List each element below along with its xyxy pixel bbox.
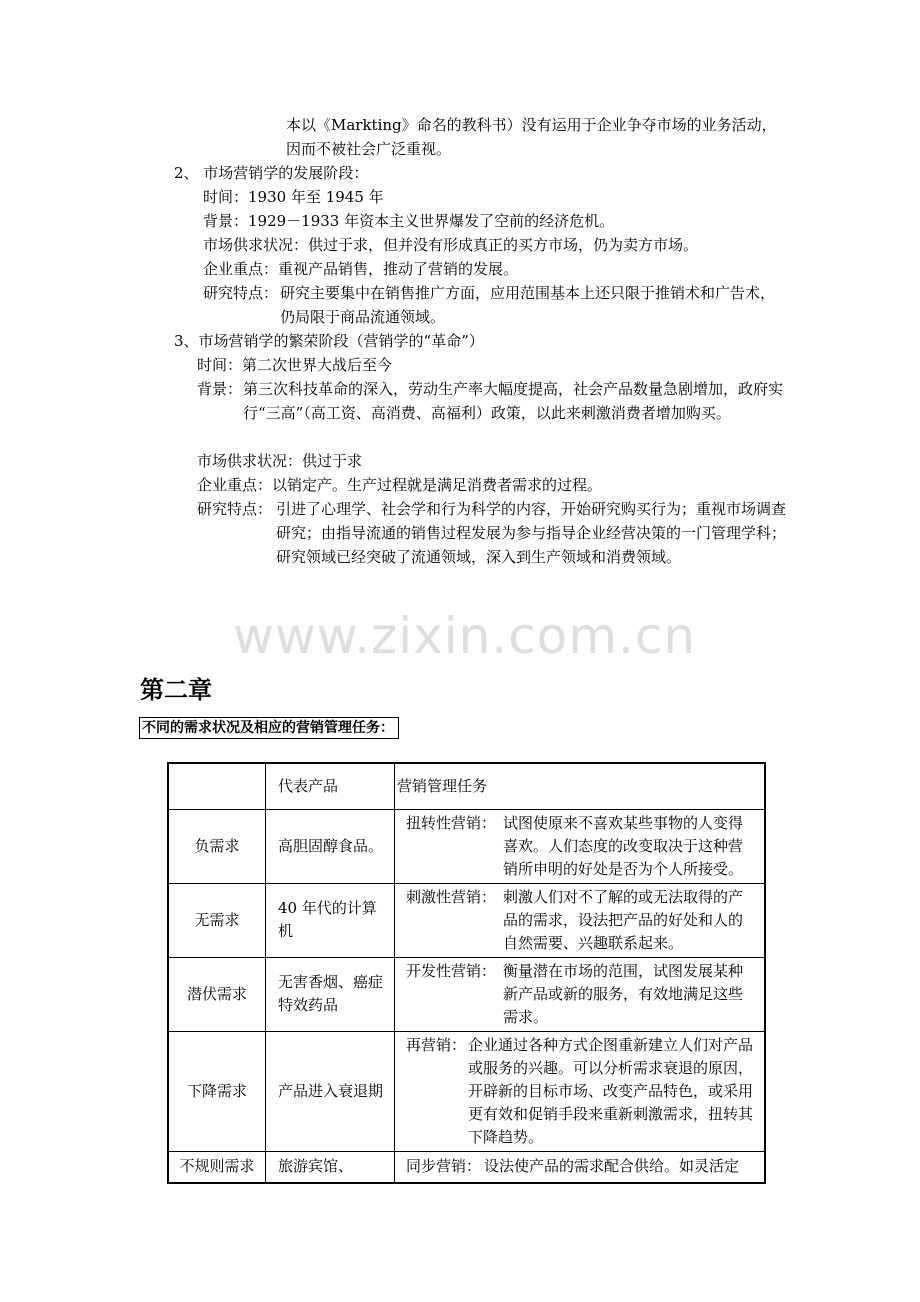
- stage3-time: 时间：第二次世界大战后至今: [197, 356, 393, 374]
- demand-cell: 负需求: [168, 809, 266, 883]
- stage2-focus: 企业重点：重视产品销售，推动了营销的发展。: [203, 260, 519, 278]
- task-text: 设法使产品的需求配合供给。如灵活定: [484, 1157, 740, 1176]
- task-text: 企业通过各种方式企图重新建立人们对产品或服务的兴趣。可以分析需求衰退的原因，开辟新的目标市场、改变产品特色，或采用更有效和促销手段来重新刺激需求，扭转其下降趋势。: [468, 1035, 754, 1146]
- task-label: 开发性营销：: [406, 961, 497, 980]
- stage2-supply: 市场供求状况：供过于求，但并没有形成真正的买方市场，仍为卖方市场。: [203, 236, 699, 254]
- header-cell-task: 营销管理任务: [395, 763, 766, 809]
- intro-line-2: 因而不被社会广泛重视。: [286, 140, 452, 158]
- demand-cell: 不规则需求: [168, 1151, 266, 1183]
- demand-cell: 下降需求: [168, 1031, 266, 1151]
- table-row: [168, 957, 765, 1031]
- task-cell: [395, 1031, 766, 1151]
- demand-cell: 无需求: [168, 883, 266, 957]
- stage3-research-text: 引进了心理学、社会学和行为科学的内容，开始研究购买行为；重视市场调查研究；由指导流通的销售过程发展为参与指导企业经营决策的一门管理学科；研究领域已经突破了流通领域，深入到生产领域和消费领域。: [276, 500, 787, 566]
- watermark: www.zixin.com.cn: [233, 607, 697, 665]
- stage2-research-label: 研究特点：: [203, 284, 279, 302]
- stage2-research-text: 研究主要集中在销售推广方面，应用范围基本上还只限于推销术和广告术，仍局限于商品流通领域。: [280, 284, 776, 326]
- stage3-supply: 市场供求状况：供过于求: [197, 452, 363, 470]
- table-row: [168, 809, 765, 883]
- chapter-title: 第二章: [140, 676, 212, 704]
- product-cell: 无害香烟、癌症特效药品: [266, 957, 395, 1031]
- product-cell: 旅游宾馆、: [266, 1151, 395, 1183]
- table-header-row: [168, 763, 765, 809]
- stage2-time: 时间：1930 年至 1945 年: [203, 188, 384, 206]
- task-text: 试图使原来不喜欢某些事物的人变得喜欢。人们态度的改变取决于这种营销所申明的好处是否为个人所接受。: [503, 813, 744, 878]
- stage3-heading: 3、市场营销学的繁荣阶段（营销学的“革命”）: [174, 332, 484, 350]
- product-cell: 高胆固醇食品。: [266, 809, 395, 883]
- stage2-heading: 2、 市场营销学的发展阶段：: [174, 164, 369, 182]
- stage2-research: [203, 281, 787, 329]
- header-cell-product: 代表产品: [266, 763, 395, 809]
- chapter-subtitle: 不同的需求状况及相应的营销管理任务：: [139, 717, 399, 739]
- stage3-research: [197, 497, 786, 569]
- task-label: 同步营销：: [406, 1157, 482, 1176]
- product-cell: 产品进入衰退期: [266, 1031, 395, 1151]
- demand-cell: 潜伏需求: [168, 957, 266, 1031]
- stage2-background: 背景：1929－1933 年资本主义世界爆发了空前的经济危机。: [203, 212, 615, 230]
- task-cell: [395, 1151, 766, 1183]
- stage3-focus: 企业重点：以销定产。生产过程就是满足消费者需求的过程。: [197, 476, 603, 494]
- demand-table: [167, 762, 766, 1184]
- task-cell: [395, 957, 766, 1031]
- task-label: 再营销：: [406, 1035, 467, 1054]
- task-text: 衡量潜在市场的范围，试图发展某种新产品或新的服务，有效地满足这些需求。: [503, 961, 744, 1026]
- table-row: [168, 1031, 765, 1151]
- task-label: 刺激性营销：: [406, 887, 497, 906]
- task-text: 刺激人们对不了解的或无法取得的产品的需求，设法把产品的好处和人的自然需要、兴趣联系起来。: [503, 887, 744, 952]
- product-cell: 40 年代的计算机: [266, 883, 395, 957]
- table-row: [168, 1151, 765, 1183]
- stage3-background-text: 第三次科技革命的深入，劳动生产率大幅度提高，社会产品数量急剧增加，政府实行“三高”（高工资、高消费、高福利）政策，以此来刺激消费者增加购买。: [243, 380, 784, 422]
- task-label: 扭转性营销：: [406, 813, 497, 832]
- stage3-research-label: 研究特点：: [197, 500, 273, 518]
- stage3-background-label: 背景：: [197, 380, 243, 398]
- intro-line-1: 本以《Markting》命名的教科书）没有运用于企业争夺市场的业务活动，: [286, 116, 777, 134]
- task-cell: [395, 809, 766, 883]
- task-cell: [395, 883, 766, 957]
- table-row: [168, 883, 765, 957]
- stage3-background: [197, 377, 786, 425]
- header-cell-demand: [168, 763, 266, 809]
